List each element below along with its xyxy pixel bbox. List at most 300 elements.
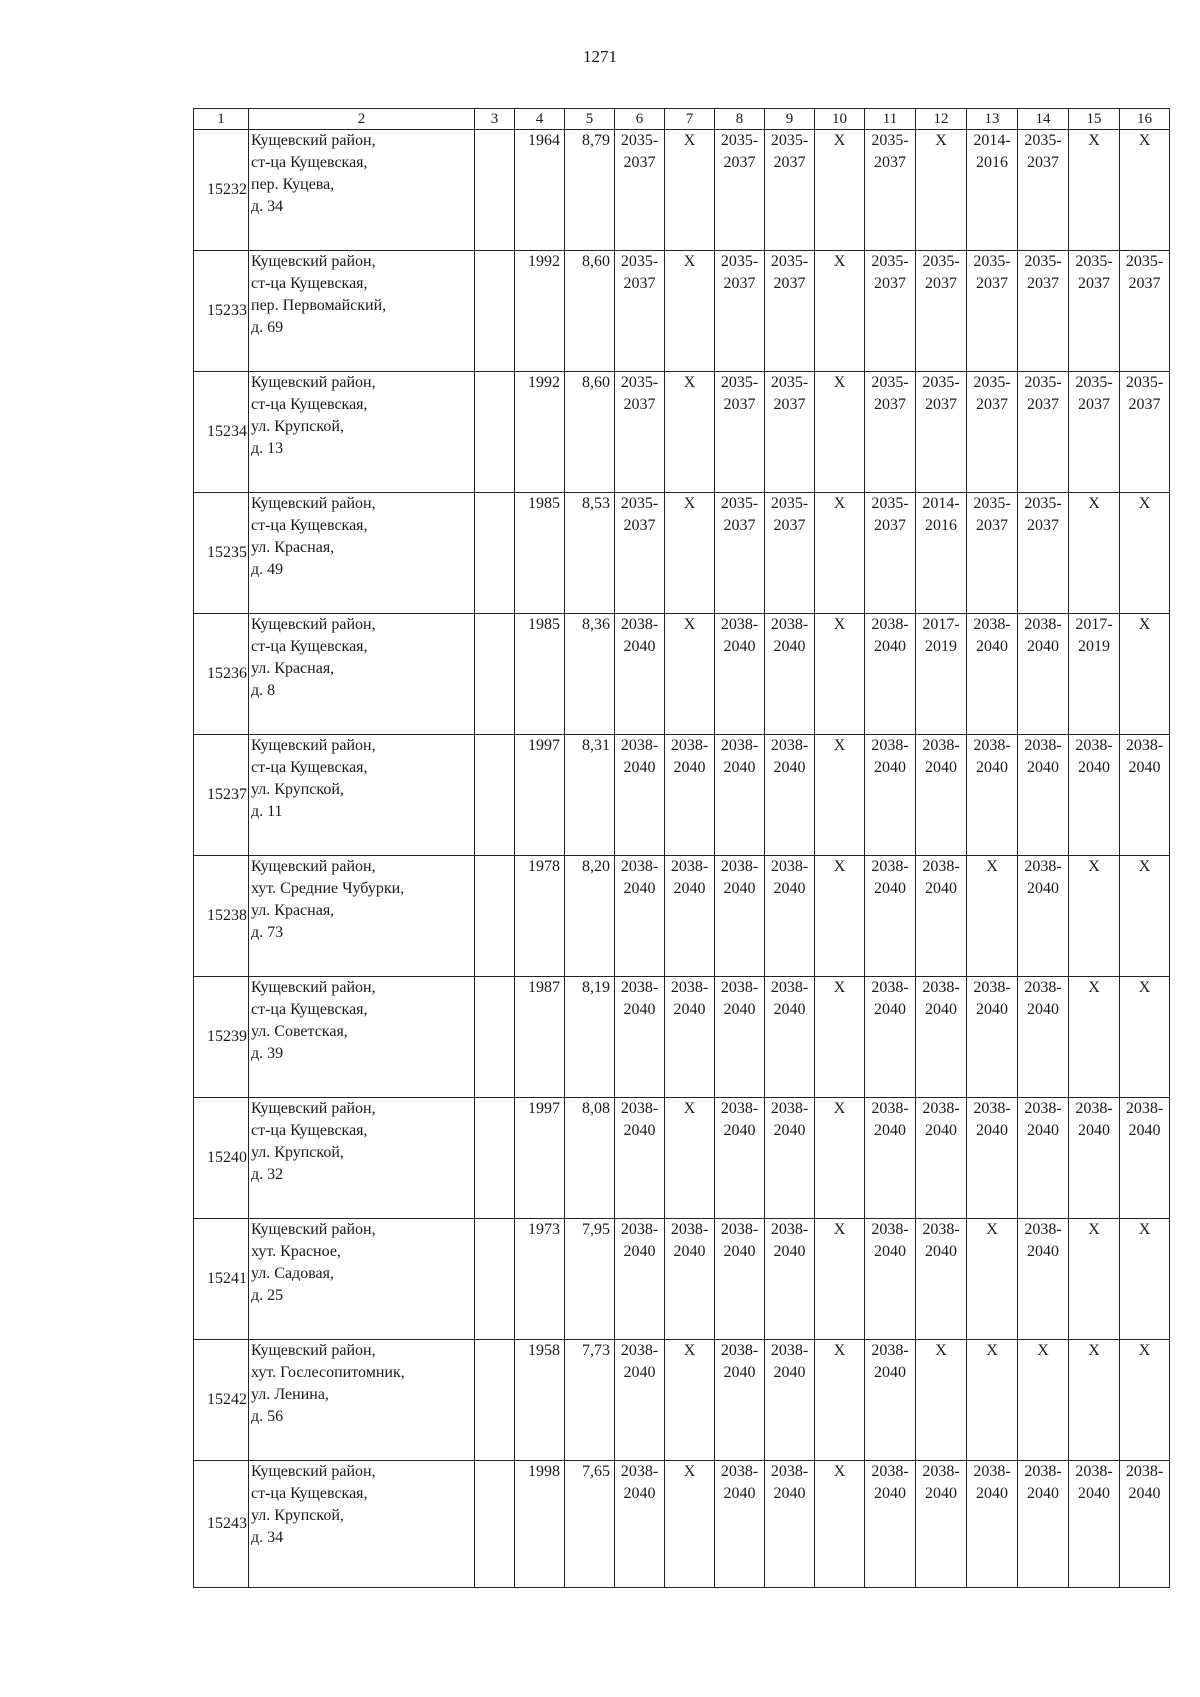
column-number-cell: 11 [865, 109, 916, 130]
period-cell [665, 1461, 715, 1588]
period-line: 2038- [620, 737, 659, 754]
period-line: 2040 [1078, 1122, 1110, 1139]
address-line: ул. Крупской, [251, 1507, 344, 1524]
period-cell [1120, 977, 1170, 1098]
period-line: 2038- [620, 1100, 659, 1117]
address-line: Кущевский район, [251, 737, 376, 754]
period-cell [916, 1340, 967, 1461]
period-line: 2037 [1027, 396, 1059, 413]
period-line: 2038- [770, 858, 809, 875]
period-cell [865, 1098, 916, 1219]
period-line: 2038- [1024, 1100, 1062, 1117]
period-cell [1069, 735, 1120, 856]
period-cell [765, 251, 815, 372]
period-cell [665, 130, 715, 251]
period-cell [815, 251, 865, 372]
period-line: 2038- [620, 858, 659, 875]
period-line: 2038- [1024, 979, 1062, 996]
address-line: д. 25 [251, 1287, 284, 1304]
period-line: X [1088, 858, 1100, 875]
period-line: 2038- [973, 737, 1011, 754]
year-cell: 1997 [515, 1098, 565, 1219]
period-cell [815, 372, 865, 493]
address-line: ул. Крупской, [251, 781, 344, 798]
period-line: 2040 [874, 1243, 906, 1260]
period-cell [1018, 1219, 1069, 1340]
period-line: 2038- [620, 1463, 659, 1480]
period-line: 2038- [720, 616, 759, 633]
period-line: 2038- [922, 737, 960, 754]
period-line: X [1088, 132, 1100, 149]
address-cell [249, 251, 475, 372]
period-line: X [986, 1221, 998, 1238]
period-line: 2038- [1024, 737, 1062, 754]
column-number-cell: 15 [1069, 109, 1120, 130]
period-cell [615, 856, 665, 977]
address-line: хут. Красное, [251, 1243, 341, 1260]
period-line: 2040 [723, 1364, 756, 1381]
col3-cell [475, 1219, 515, 1340]
period-line: 2038- [720, 1221, 759, 1238]
period-line: 2037 [925, 275, 957, 292]
period-line: 2014- [973, 132, 1011, 149]
row-number: 15235 [194, 493, 249, 614]
period-line: 2037 [623, 396, 656, 413]
period-line: 2037 [723, 517, 756, 534]
period-cell [1069, 1219, 1120, 1340]
period-line: 2038- [922, 858, 960, 875]
period-line: 2040 [1128, 759, 1161, 776]
period-line: 2035- [770, 495, 809, 512]
column-number-cell: 13 [967, 109, 1018, 130]
row-number: 15236 [194, 614, 249, 735]
row-number: 15237 [194, 735, 249, 856]
period-line: 2019 [925, 638, 957, 655]
table-row [194, 493, 1170, 614]
row-number: 15243 [194, 1461, 249, 1588]
address-line: пер. Первомайский, [251, 297, 387, 314]
period-line: 2037 [976, 517, 1008, 534]
period-line: 2038- [973, 979, 1011, 996]
column-number-row [194, 109, 1170, 130]
period-line: 2038- [770, 1100, 809, 1117]
period-line: X [833, 1342, 846, 1359]
period-line: X [833, 1100, 846, 1117]
period-line: 2038- [922, 1100, 960, 1117]
period-line: 2037 [773, 517, 806, 534]
period-line: 2037 [1128, 396, 1161, 413]
period-line: 2038- [871, 1100, 909, 1117]
year-cell: 1964 [515, 130, 565, 251]
address-cell [249, 977, 475, 1098]
period-line: 2016 [976, 154, 1008, 171]
period-cell [1069, 1461, 1120, 1588]
period-line: 2038- [1125, 1463, 1164, 1480]
period-cell [615, 372, 665, 493]
period-line: 2037 [723, 154, 756, 171]
value-cell: 7,73 [565, 1340, 615, 1461]
period-line: X [683, 495, 696, 512]
period-cell [715, 735, 765, 856]
col3-cell [475, 614, 515, 735]
period-line: X [986, 858, 998, 875]
period-line: 2035- [871, 132, 909, 149]
row-number: 15234 [194, 372, 249, 493]
address-line: Кущевский район, [251, 1221, 376, 1238]
period-cell [1069, 130, 1120, 251]
period-cell [765, 1461, 815, 1588]
year-cell: 1987 [515, 977, 565, 1098]
row-number: 15233 [194, 251, 249, 372]
value-cell: 8,08 [565, 1098, 615, 1219]
period-cell [916, 735, 967, 856]
period-line: 2038- [720, 1463, 759, 1480]
period-line: X [683, 253, 696, 270]
period-line: 2037 [773, 275, 806, 292]
period-cell [715, 1219, 765, 1340]
period-line: 2035- [1024, 132, 1062, 149]
period-cell [765, 856, 815, 977]
period-cell [916, 130, 967, 251]
period-line: 2035- [1075, 253, 1113, 270]
period-line: 2040 [1128, 1485, 1161, 1502]
period-cell [715, 130, 765, 251]
period-cell [615, 251, 665, 372]
year-cell: 1985 [515, 493, 565, 614]
period-line: 2040 [723, 638, 756, 655]
period-line: 2038- [1024, 616, 1062, 633]
period-cell [967, 614, 1018, 735]
row-number: 15238 [194, 856, 249, 977]
period-cell [665, 251, 715, 372]
period-cell [715, 1461, 765, 1588]
period-line: 2040 [1027, 759, 1059, 776]
period-cell [916, 1461, 967, 1588]
period-line: X [833, 374, 846, 391]
period-cell [815, 735, 865, 856]
address-line: ст-ца Кущевская, [251, 275, 368, 292]
period-cell [765, 130, 815, 251]
period-line: X [833, 495, 846, 512]
period-cell [1120, 1098, 1170, 1219]
period-line: 2035- [770, 374, 809, 391]
year-cell: 1958 [515, 1340, 565, 1461]
period-line: 2038- [670, 979, 709, 996]
period-line: 2037 [723, 275, 756, 292]
period-cell [665, 1098, 715, 1219]
period-cell [665, 372, 715, 493]
period-line: 2038- [620, 616, 659, 633]
period-line: 2038- [770, 1463, 809, 1480]
period-line: 2035- [871, 374, 909, 391]
period-cell [1018, 614, 1069, 735]
period-line: 2037 [623, 275, 656, 292]
period-line: 2038- [1075, 1463, 1113, 1480]
address-line: д. 73 [251, 924, 284, 941]
period-cell [1120, 856, 1170, 977]
period-line: 2035- [720, 374, 759, 391]
address-cell [249, 372, 475, 493]
period-line: 2038- [720, 737, 759, 754]
column-number-cell: 12 [916, 109, 967, 130]
period-line: 2037 [1078, 396, 1110, 413]
address-line: Кущевский район, [251, 858, 376, 875]
period-cell [865, 1219, 916, 1340]
period-cell [1018, 1340, 1069, 1461]
period-cell [916, 251, 967, 372]
period-cell [715, 856, 765, 977]
period-line: 2035- [973, 495, 1011, 512]
period-line: 2035- [871, 495, 909, 512]
col3-cell [475, 130, 515, 251]
period-line: 2038- [770, 979, 809, 996]
period-line: 2040 [773, 1485, 806, 1502]
period-cell [916, 1219, 967, 1340]
period-line: 2038- [1024, 1221, 1062, 1238]
period-line: 2037 [925, 396, 957, 413]
address-cell [249, 735, 475, 856]
period-line: 2040 [1128, 1122, 1161, 1139]
period-line: 2040 [623, 638, 656, 655]
address-line: д. 69 [251, 319, 284, 336]
period-line: 2035- [770, 132, 809, 149]
period-cell [1120, 614, 1170, 735]
period-line: 2035- [1024, 495, 1062, 512]
period-cell [615, 735, 665, 856]
period-line: 2040 [673, 759, 706, 776]
period-line: X [683, 1463, 696, 1480]
period-line: X [683, 616, 696, 633]
period-line: 2037 [723, 396, 756, 413]
address-cell [249, 493, 475, 614]
period-line: 2040 [925, 1122, 957, 1139]
period-line: 2040 [1078, 1485, 1110, 1502]
period-line: 2035- [1024, 253, 1062, 270]
address-line: д. 13 [251, 440, 284, 457]
period-cell [765, 614, 815, 735]
period-line: X [683, 374, 696, 391]
period-cell [665, 977, 715, 1098]
period-cell [916, 1098, 967, 1219]
address-line: ст-ца Кущевская, [251, 759, 368, 776]
period-cell [865, 251, 916, 372]
period-line: X [1138, 616, 1151, 633]
address-line: Кущевский район, [251, 374, 376, 391]
period-line: 2040 [723, 1001, 756, 1018]
period-cell [865, 493, 916, 614]
period-line: 2035- [922, 253, 960, 270]
column-number-cell: 10 [815, 109, 865, 130]
period-line: X [833, 1463, 846, 1480]
year-cell: 1992 [515, 372, 565, 493]
period-line: 2040 [925, 1001, 957, 1018]
period-line: 2040 [874, 1122, 906, 1139]
period-line: 2038- [1075, 737, 1113, 754]
period-line: 2040 [773, 759, 806, 776]
period-line: 2038- [871, 1342, 909, 1359]
period-line: 2014- [922, 495, 960, 512]
period-line: 2037 [874, 396, 906, 413]
period-line: X [1088, 979, 1100, 996]
period-line: 2037 [773, 396, 806, 413]
period-cell [715, 1098, 765, 1219]
value-cell: 8,53 [565, 493, 615, 614]
period-line: 2019 [1078, 638, 1110, 655]
address-line: ул. Красная, [251, 902, 335, 919]
col3-cell [475, 735, 515, 856]
period-line: 2038- [1125, 737, 1164, 754]
period-line: 2035- [973, 374, 1011, 391]
period-cell [715, 251, 765, 372]
period-cell [1120, 1219, 1170, 1340]
period-cell [1069, 1340, 1120, 1461]
period-line: 2040 [925, 759, 957, 776]
period-line: 2038- [720, 1342, 759, 1359]
period-cell [1018, 493, 1069, 614]
period-cell [815, 1219, 865, 1340]
period-cell [665, 1219, 715, 1340]
period-line: 2037 [874, 154, 906, 171]
year-cell: 1978 [515, 856, 565, 977]
period-line: 2035- [1125, 374, 1164, 391]
period-line: 2037 [773, 154, 806, 171]
period-line: 2037 [976, 396, 1008, 413]
address-line: Кущевский район, [251, 979, 376, 996]
period-cell [967, 130, 1018, 251]
period-line: 2038- [670, 1221, 709, 1238]
period-cell [967, 1340, 1018, 1461]
address-line: ст-ца Кущевская, [251, 638, 368, 655]
period-cell [916, 493, 967, 614]
period-cell [815, 1340, 865, 1461]
column-number-cell: 6 [615, 109, 665, 130]
period-cell [865, 372, 916, 493]
period-line: X [1088, 495, 1100, 512]
period-line: 2037 [1027, 517, 1059, 534]
row-number: 15232 [194, 130, 249, 251]
period-line: 2040 [976, 1485, 1008, 1502]
address-cell [249, 1461, 475, 1588]
period-line: 2040 [623, 1485, 656, 1502]
period-cell [967, 977, 1018, 1098]
year-cell: 1973 [515, 1219, 565, 1340]
period-line: 2038- [973, 616, 1011, 633]
period-cell [1069, 977, 1120, 1098]
period-line: 2038- [871, 979, 909, 996]
period-line: 2038- [1024, 1463, 1062, 1480]
period-cell [615, 493, 665, 614]
period-cell [1018, 1098, 1069, 1219]
period-line: 2017- [1075, 616, 1113, 633]
address-line: ул. Советская, [251, 1023, 348, 1040]
row-number: 15241 [194, 1219, 249, 1340]
table-row [194, 251, 1170, 372]
address-line: Кущевский район, [251, 253, 376, 270]
period-line: X [1088, 1221, 1100, 1238]
year-cell: 1997 [515, 735, 565, 856]
period-cell [1069, 251, 1120, 372]
period-cell [815, 1098, 865, 1219]
period-cell [967, 1219, 1018, 1340]
period-line: X [935, 1342, 947, 1359]
column-number-cell: 5 [565, 109, 615, 130]
period-line: X [1138, 1221, 1151, 1238]
address-line: ул. Красная, [251, 660, 335, 677]
address-line: ул. Красная, [251, 539, 335, 556]
address-line: Кущевский район, [251, 1342, 376, 1359]
period-cell [1018, 251, 1069, 372]
value-cell: 8,19 [565, 977, 615, 1098]
column-number-cell: 2 [249, 109, 475, 130]
period-line: X [683, 1342, 696, 1359]
row-number: 15242 [194, 1340, 249, 1461]
col3-cell [475, 856, 515, 977]
address-line: Кущевский район, [251, 616, 376, 633]
period-line: 2037 [1027, 275, 1059, 292]
address-line: д. 56 [251, 1408, 284, 1425]
period-cell [615, 130, 665, 251]
value-cell: 8,20 [565, 856, 615, 977]
address-cell [249, 614, 475, 735]
period-cell [1120, 251, 1170, 372]
period-line: 2038- [720, 1100, 759, 1117]
period-line: 2037 [623, 517, 656, 534]
period-line: 2038- [973, 1463, 1011, 1480]
period-cell [665, 856, 715, 977]
address-line: д. 34 [251, 198, 284, 215]
column-number-cell: 8 [715, 109, 765, 130]
column-number-cell: 3 [475, 109, 515, 130]
period-line: 2040 [773, 1364, 806, 1381]
period-line: X [1138, 858, 1151, 875]
period-line: 2038- [670, 858, 709, 875]
period-cell [715, 493, 765, 614]
table-row [194, 1219, 1170, 1340]
period-line: 2040 [1027, 880, 1059, 897]
period-line: 2040 [623, 880, 656, 897]
period-line: 2040 [925, 1485, 957, 1502]
period-line: X [833, 979, 846, 996]
period-cell [615, 614, 665, 735]
period-cell [1069, 493, 1120, 614]
value-cell: 8,60 [565, 251, 615, 372]
period-line: 2038- [871, 737, 909, 754]
period-line: 2037 [623, 154, 656, 171]
period-line: 2040 [874, 1485, 906, 1502]
period-cell [1069, 1098, 1120, 1219]
col3-cell [475, 1340, 515, 1461]
period-line: 2040 [723, 759, 756, 776]
period-line: 2038- [922, 1463, 960, 1480]
address-line: хут. Средние Чубурки, [251, 880, 405, 897]
address-line: д. 39 [251, 1045, 284, 1062]
period-line: 2040 [623, 1364, 656, 1381]
value-cell: 8,79 [565, 130, 615, 251]
period-cell [1120, 1340, 1170, 1461]
address-line: Кущевский район, [251, 495, 376, 512]
address-line: ул. Крупской, [251, 1144, 344, 1161]
period-line: 2038- [620, 1342, 659, 1359]
period-cell [815, 1461, 865, 1588]
period-cell [916, 614, 967, 735]
period-line: 2037 [874, 517, 906, 534]
period-line: 2037 [976, 275, 1008, 292]
period-line: 2035- [620, 253, 659, 270]
period-line: 2038- [1125, 1100, 1164, 1117]
period-line: X [683, 1100, 696, 1117]
col3-cell [475, 251, 515, 372]
period-cell [815, 130, 865, 251]
